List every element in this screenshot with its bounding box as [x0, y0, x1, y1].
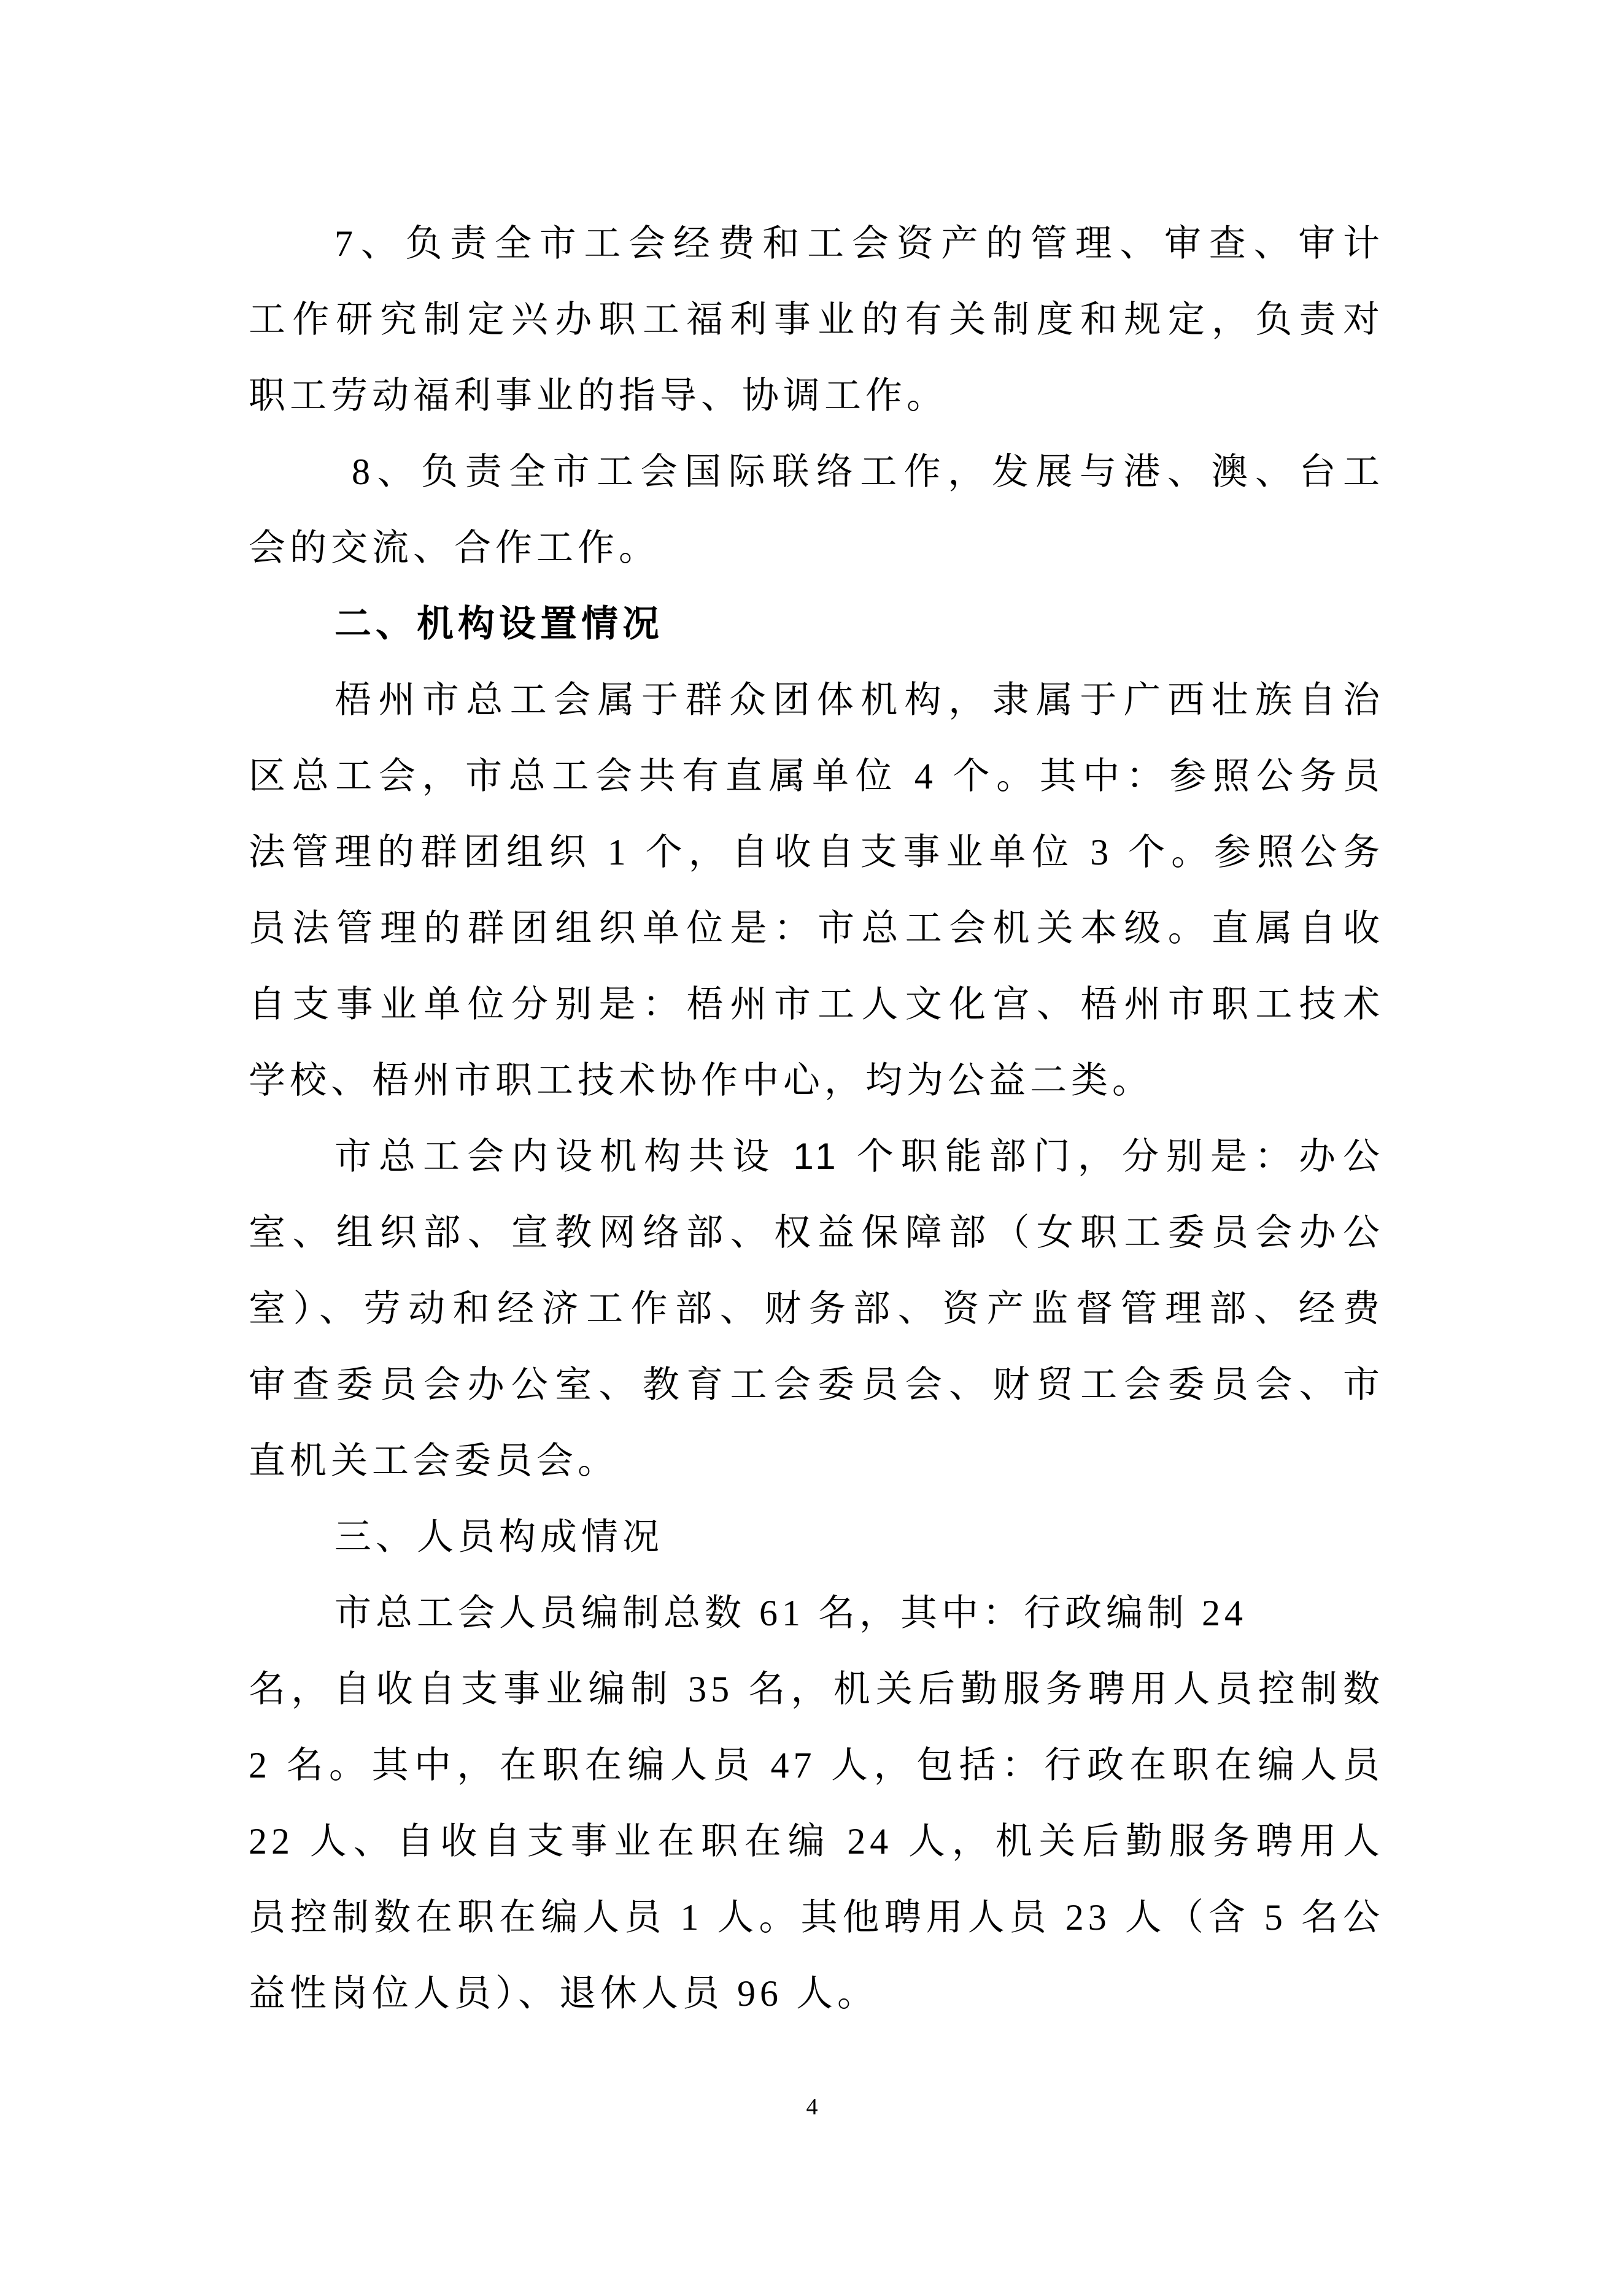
text-segment: 市总工会内设机构共设: [334, 1136, 794, 1177]
text-segment: 名，自收自支事业编制 35 名，机关后勤服务聘用人员控制数: [249, 1669, 1384, 1709]
text-block: [249, 206, 1384, 2032]
text-line: [249, 1271, 1384, 1347]
text-segment: 室、组织部、宣教网络部、权益保障部（女职工委员会办公: [249, 1212, 1384, 1253]
text-line: [249, 282, 1384, 358]
text-line: [249, 434, 1384, 510]
text-segment: 三、人员构成情况: [334, 1517, 663, 1557]
text-line: [249, 1727, 1384, 1803]
text-segment: 11: [793, 1136, 840, 1177]
text-segment: 2 名。其中，在职在编人员 47 人，包括：行政在职在编人员: [249, 1745, 1384, 1786]
text-segment: 8、负责全市工会国际联络工作，发展与港、澳、台工: [352, 452, 1384, 492]
text-line: [249, 738, 1384, 814]
text-segment: 会的交流、合作工作。: [249, 528, 660, 568]
text-line: [249, 1499, 1384, 1575]
text-segment: 学校、梧州市职工技术协作中心，均为公益二类。: [249, 1060, 1153, 1101]
text-segment: 市总工会人员编制总数 61 名，其中：行政编制 24: [334, 1593, 1247, 1633]
text-segment: 工作研究制定兴办职工福利事业的有关制度和规定，负责对: [249, 299, 1384, 340]
text-line: [249, 1575, 1384, 1651]
text-segment: 法管理的群团组织 1 个，自收自支事业单位 3 个。参照公务: [249, 832, 1384, 873]
text-segment: 员法管理的群团组织单位是：市总工会机关本级。直属自收: [249, 908, 1384, 949]
text-line: [249, 966, 1384, 1042]
text-segment: 22 人、自收自支事业在职在编 24 人，机关后勤服务聘用人: [249, 1821, 1384, 1862]
text-segment: 审查委员会办公室、教育工会委员会、财贸工会委员会、市: [249, 1365, 1384, 1405]
text-segment: 区总工会，市总工会共有直属单位 4 个。其中：参照公务员: [249, 756, 1384, 796]
text-line: [249, 1423, 1384, 1499]
text-line: [249, 1119, 1384, 1195]
text-line: [249, 206, 1384, 282]
text-line: [249, 890, 1384, 966]
text-segment: 二、机构设置情况: [334, 603, 663, 644]
text-line: [249, 1879, 1384, 1955]
text-line: [249, 1195, 1384, 1271]
text-line: [249, 1042, 1384, 1119]
text-line: [249, 1955, 1384, 2032]
text-segment: 室）、劳动和经济工作部、财务部、资产监督管理部、经费: [249, 1289, 1384, 1329]
page-number: 4: [806, 2094, 818, 2120]
text-segment: 梧州市总工会属于群众团体机构，隶属于广西壮族自治: [334, 680, 1384, 720]
text-line: [249, 1651, 1384, 1727]
text-line: [249, 1803, 1384, 1879]
text-segment: 自支事业单位分别是：梧州市工人文化宫、梧州市职工技术: [249, 984, 1384, 1025]
text-segment: 员控制数在职在编人员 1 人。其他聘用人员 23 人（含 5 名公: [249, 1897, 1384, 1938]
text-line: [249, 662, 1384, 738]
text-segment: 7、负责全市工会经费和工会资产的管理、审查、审计: [334, 223, 1384, 264]
text-segment: 直机关工会委员会。: [249, 1441, 619, 1481]
text-line: [249, 358, 1384, 434]
text-segment: 益性岗位人员）、退休人员 96 人。: [249, 1973, 878, 2014]
text-line: [249, 814, 1384, 890]
text-segment: 个职能部门，分别是：办公: [840, 1136, 1385, 1177]
text-line: [249, 1347, 1384, 1423]
section-heading: [249, 586, 1384, 662]
text-line: [249, 510, 1384, 586]
text-segment: 职工劳动福利事业的指导、协调工作。: [249, 376, 948, 416]
